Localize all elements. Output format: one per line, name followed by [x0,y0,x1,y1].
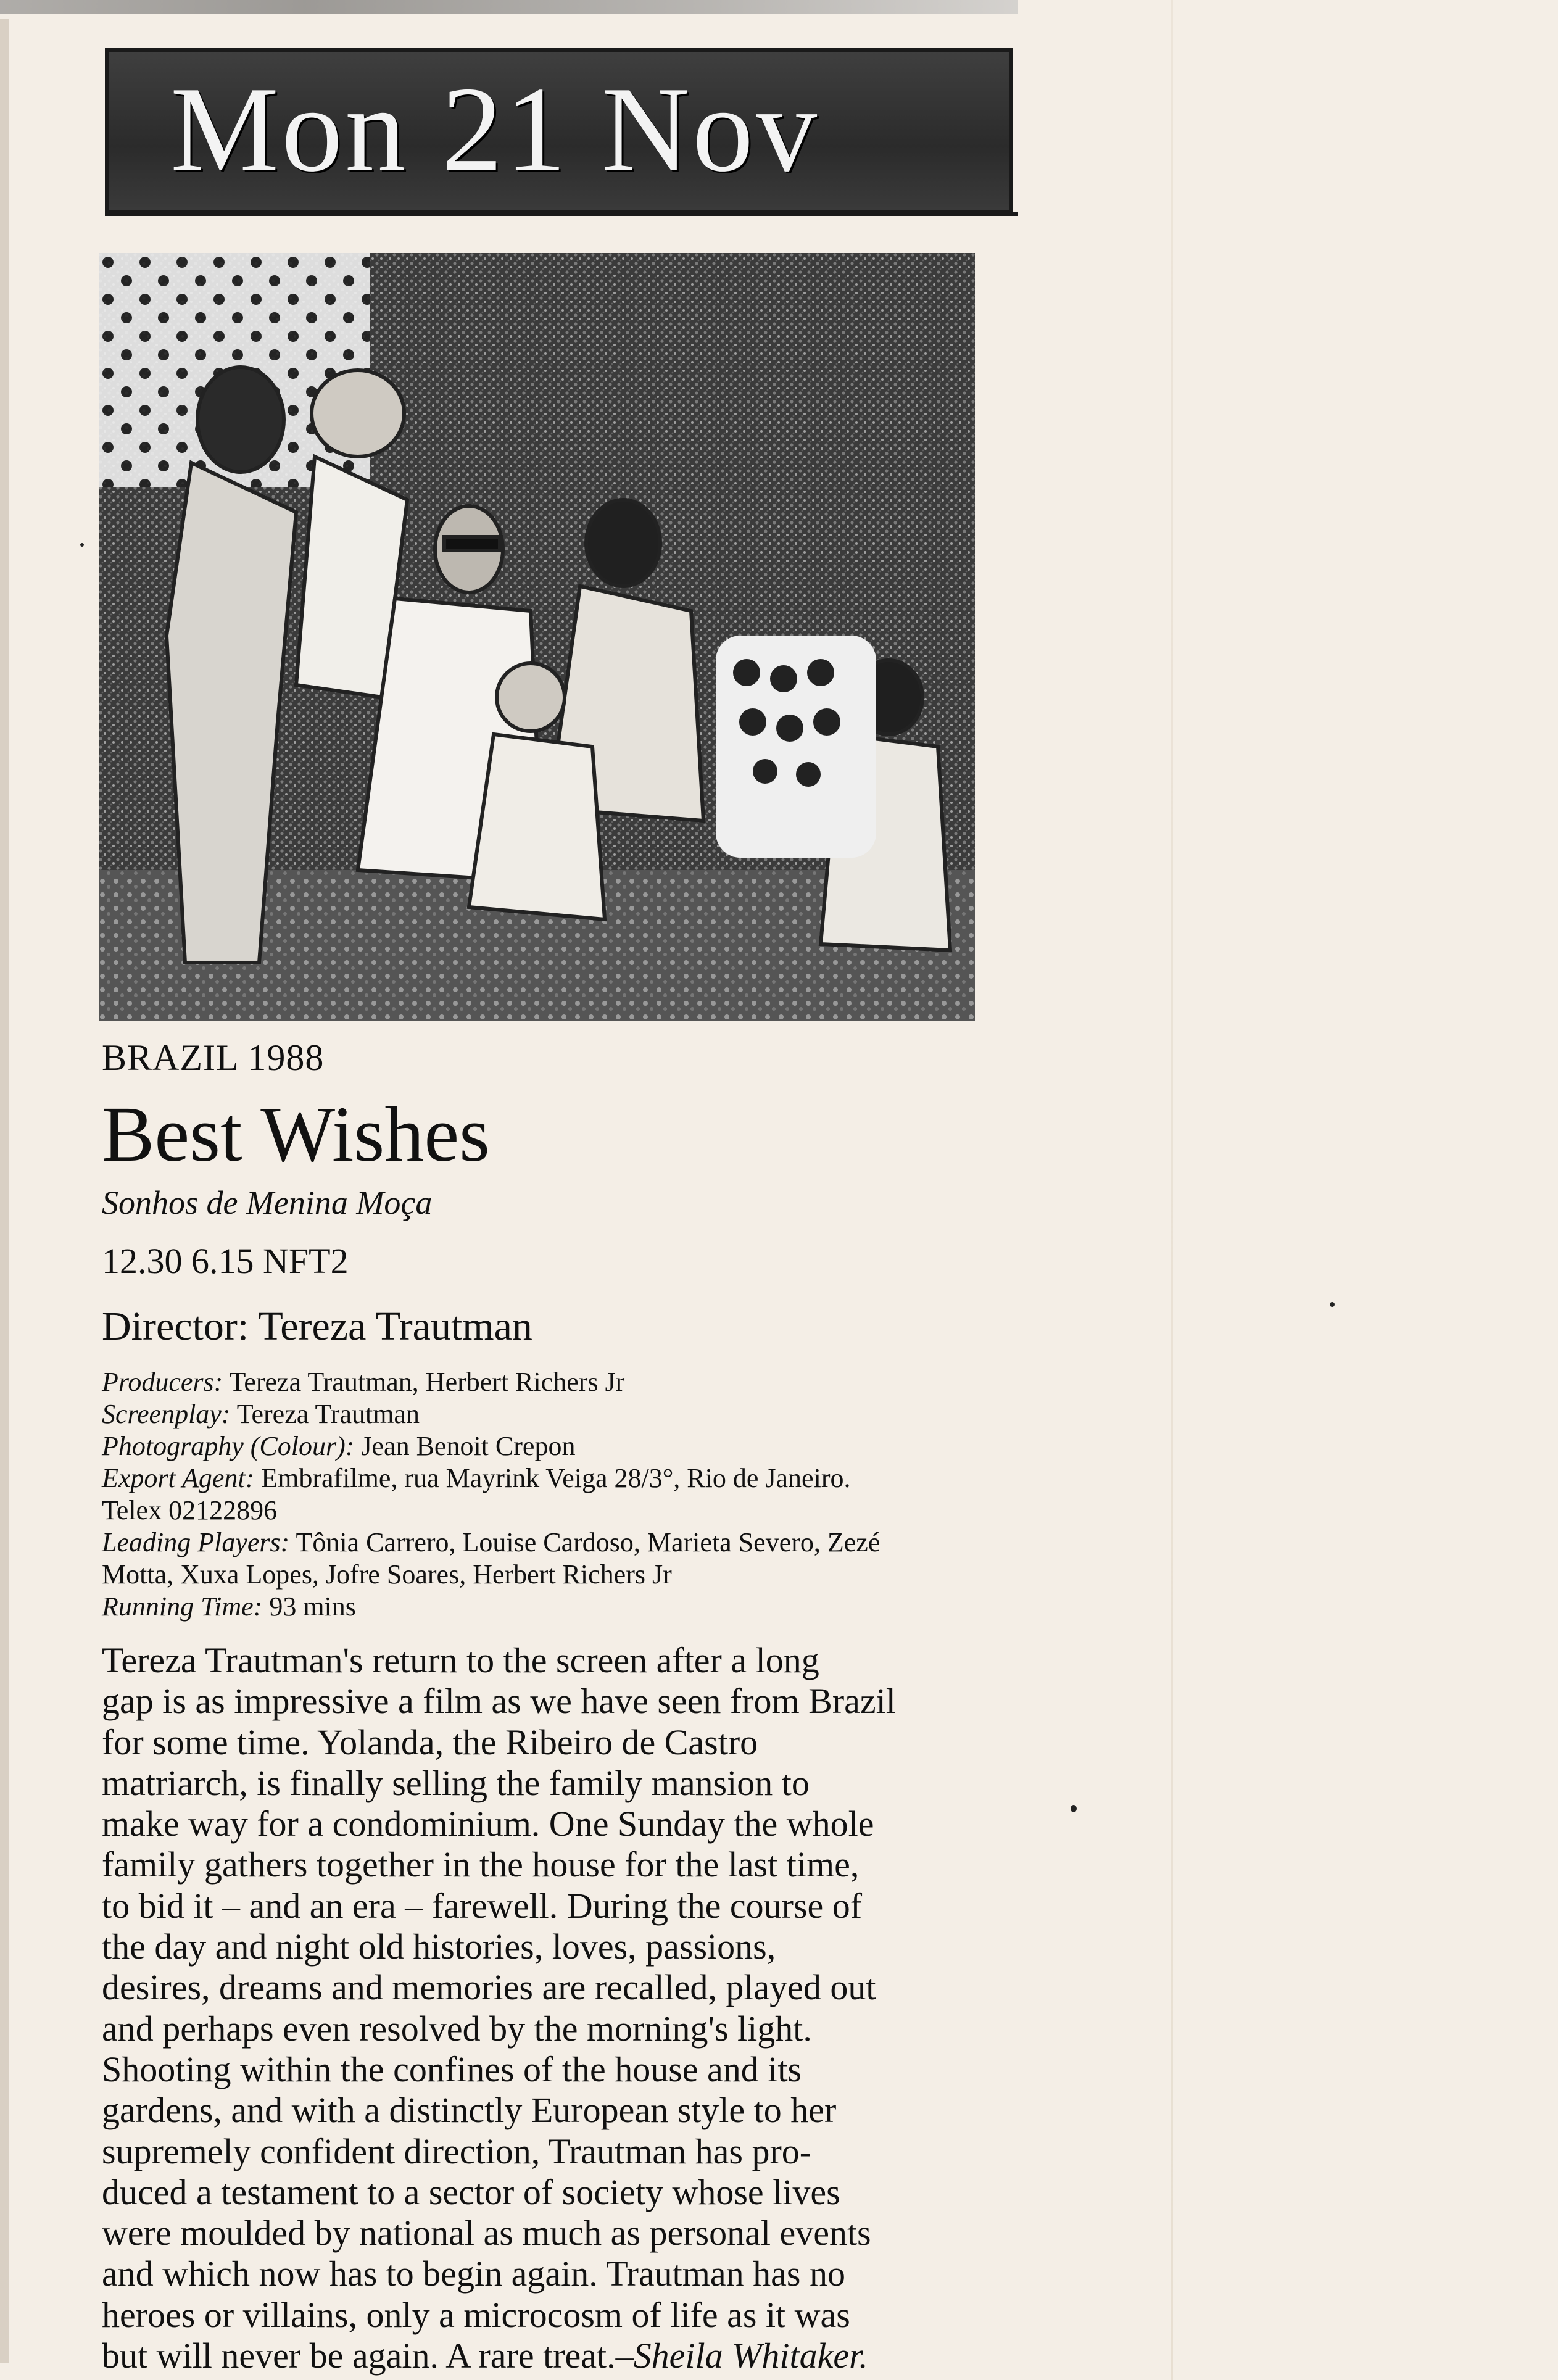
director-line: Director: Tereza Trautman [102,1304,532,1349]
credit-label: Running Time: [102,1591,263,1622]
credit-label: Screenplay: [102,1399,231,1429]
credit-value: Tônia Carrero, Louise Cardoso, Marieta Severo, Zezé [289,1527,881,1557]
synopsis-line: make way for a condominium. One Sunday the whole [102,1804,874,1844]
scan-speck [1330,1302,1335,1307]
credit-label: Producers: [102,1367,223,1397]
scan-speck [1071,1805,1077,1812]
date-heading: Mon 21 Nov [170,62,820,197]
header-rule [105,212,1018,216]
synopsis-last-text: but will never be again. A rare treat.– [102,2336,634,2376]
credit-line [102,1398,990,1430]
synopsis-paragraph [102,1640,990,2376]
synopsis-line: family gathers together in the house for the last time, [102,1844,860,1885]
film-still-illustration [99,253,975,1021]
top-edge-shadow [0,0,1018,14]
synopsis-line: gardens, and with a distinctly European style to her [102,2090,837,2131]
synopsis-line: gap is as impressive a film as we have seen from Brazil [102,1681,896,1722]
credit-line [102,1430,990,1462]
synopsis-line: and perhaps even resolved by the morning's light. [102,2008,812,2049]
synopsis-line: and which now has to begin again. Trautman has no [102,2254,845,2294]
synopsis-line: duced a testament to a sector of society whose lives [102,2171,840,2212]
credit-line [102,1495,990,1527]
synopsis-last-line [102,2336,990,2376]
credit-value: Motta, Xuxa Lopes, Jofre Soares, Herbert Richers Jr [102,1559,672,1590]
credit-label: Photography (Colour): [102,1431,355,1461]
credit-label: Leading Players: [102,1527,290,1557]
credit-value: Telex 02122896 [102,1495,278,1525]
synopsis-line: for some time. Yolanda, the Ribeiro de Castro [102,1722,758,1762]
credit-line [102,1591,990,1623]
synopsis-line: Tereza Trautman's return to the screen after a long [102,1640,819,1680]
screening-times: 12.30 6.15 NFT2 [102,1241,349,1281]
credit-value: Tereza Trautman [230,1399,420,1429]
original-title: Sonhos de Menina Moça [102,1184,433,1221]
synopsis-line: heroes or villains, only a microcosm of life as it was [102,2294,850,2335]
credit-line [102,1559,990,1591]
credit-line [102,1462,990,1495]
scan-speck [80,543,84,547]
synopsis-line: to bid it – and an era – farewell. During the course of [102,1885,863,1926]
credit-label: Export Agent: [102,1463,255,1493]
film-listing [102,1030,990,2376]
review-author: Sheila Whitaker. [633,2336,868,2376]
credit-value: 93 mins [262,1591,356,1622]
credit-line [102,1527,990,1559]
credit-value: Tereza Trautman, Herbert Richers Jr [223,1367,625,1397]
credit-value: Embrafilme, rua Mayrink Veiga 28/3°, Rio de Janeiro. [254,1463,851,1493]
country-year: BRAZIL 1988 [102,1037,325,1078]
synopsis-line: were moulded by national as much as personal events [102,2213,871,2254]
credit-line [102,1366,990,1398]
synopsis-line: supremely confident direction, Trautman has pro- [102,2131,812,2171]
film-title: Best Wishes [102,1090,490,1178]
left-page-edge [0,19,9,2363]
page-fold-line [1171,0,1173,2380]
synopsis-line: desires, dreams and memories are recalled, played out [102,1967,876,2008]
synopsis-line: matriarch, is finally selling the family mansion to [102,1762,810,1803]
credits-block [102,1366,990,1623]
film-still-photo [99,253,975,1021]
synopsis-line: the day and night old histories, loves, passions, [102,1926,776,1967]
credit-value: Jean Benoit Crepon [354,1431,576,1461]
synopsis-line: Shooting within the confines of the house and its [102,2049,802,2089]
date-header-banner [105,48,1013,214]
